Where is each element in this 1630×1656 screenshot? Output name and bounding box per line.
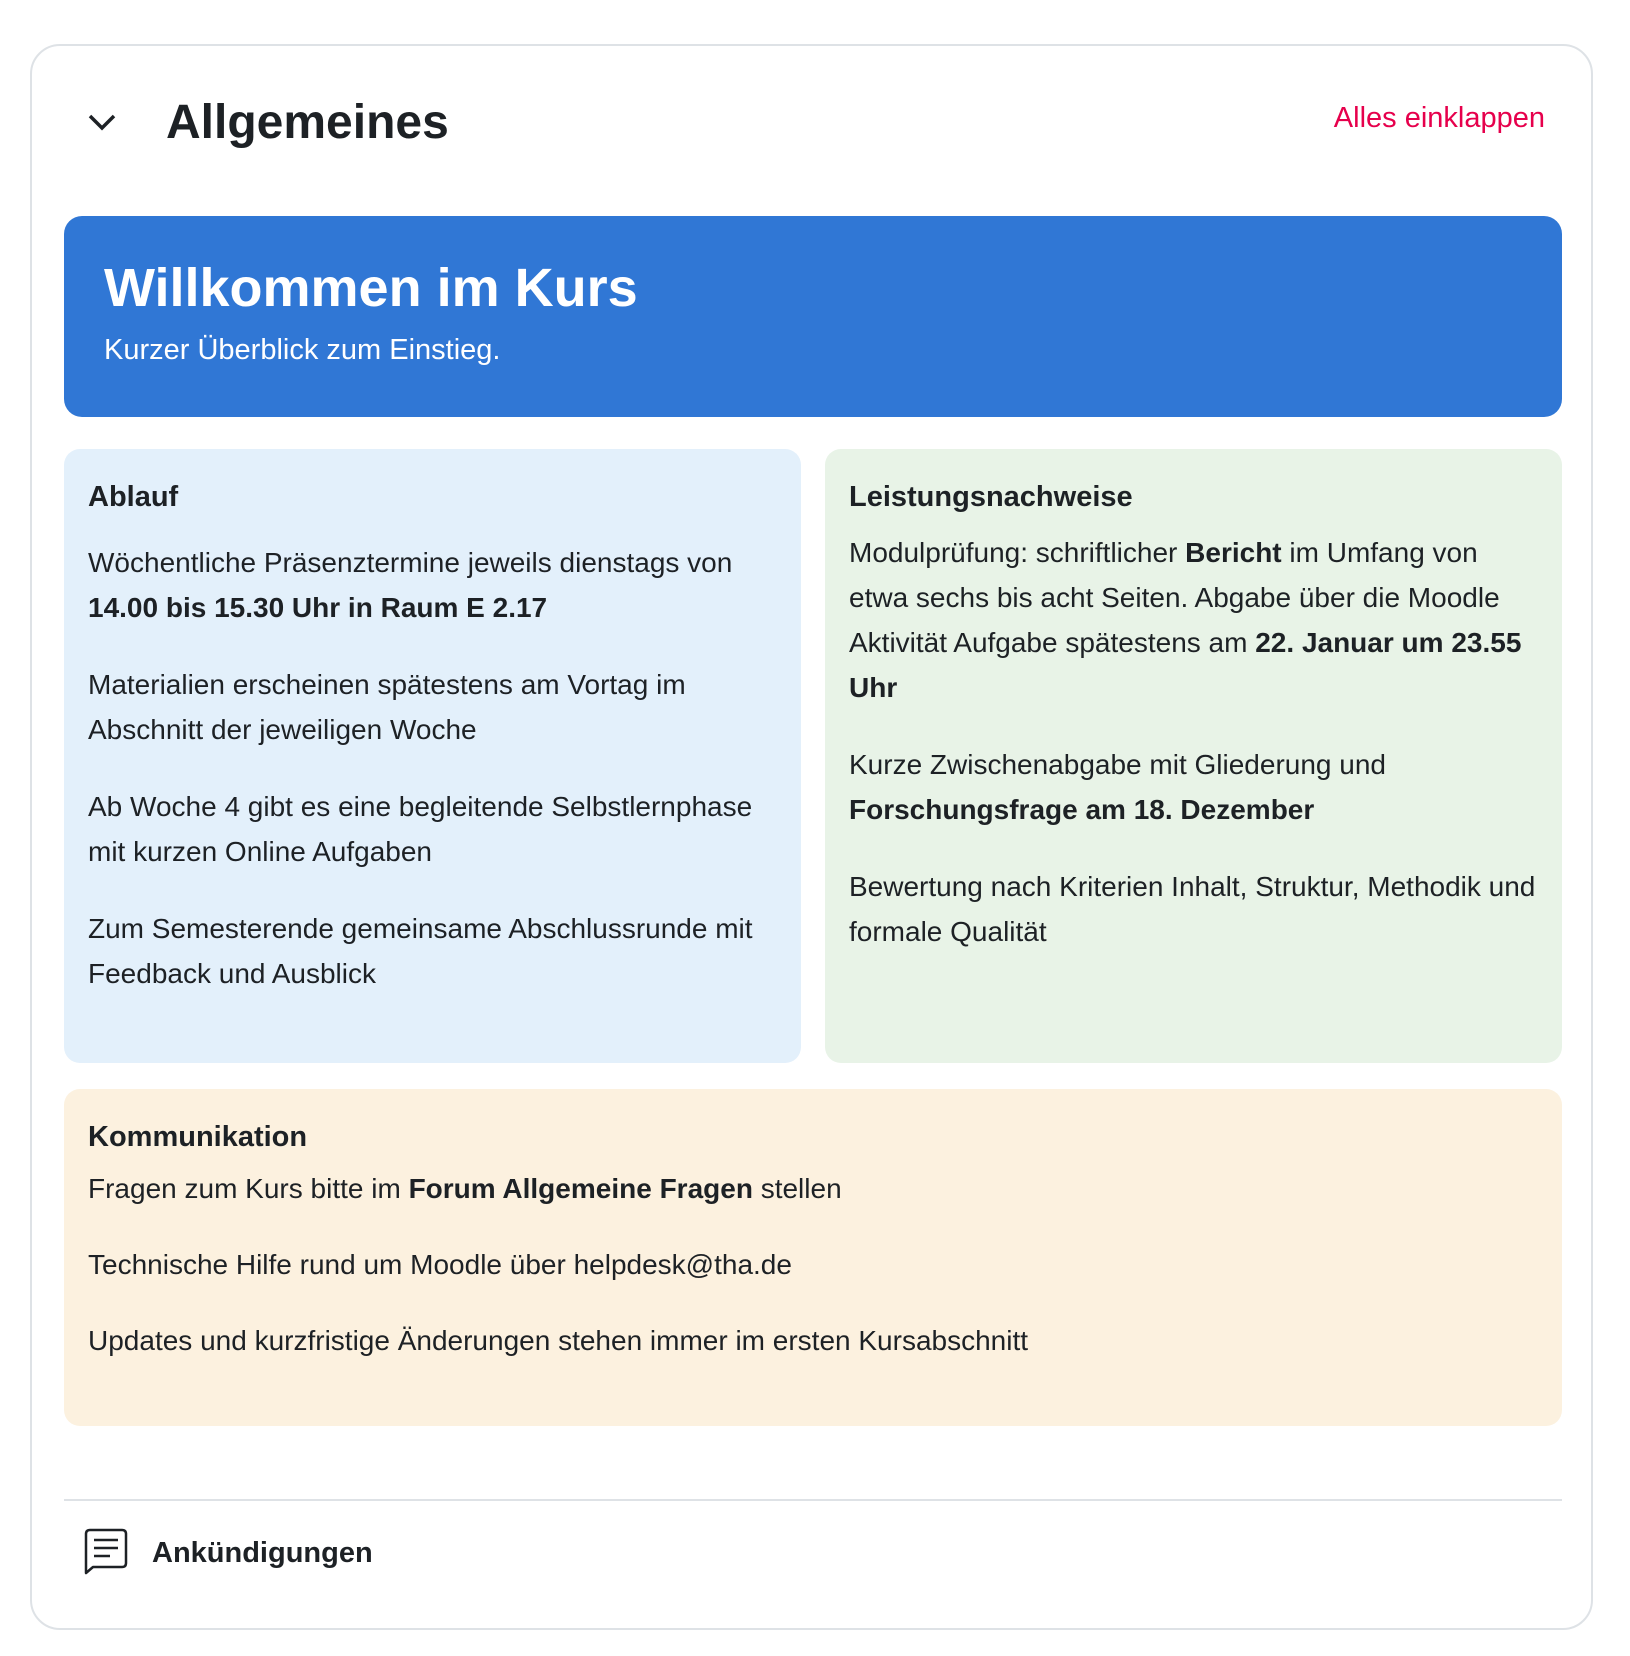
ablauf-item: Ab Woche 4 gibt es eine begleitende Selbstlernphase mit kurzen Online Aufgaben: [88, 791, 753, 867]
section-card: [30, 44, 1593, 1630]
forum-icon: [82, 1528, 130, 1578]
leistung-item: Kurze Zwischenabgabe mit Gliederung und Forschungsfrage am 18. Dezember: [849, 749, 1386, 825]
activity-label: Ankündigungen: [152, 1536, 373, 1569]
leistung-item: Modulprüfung: schriftlicher Bericht im Umfang von etwa sechs bis acht Seiten. Abgabe über die Moodle Aktivität Aufgabe spätestens am 22. Januar um 23.55 Uhr: [849, 537, 1522, 703]
kommunikation-box: [64, 1089, 1562, 1426]
section-title: Allgemeines: [166, 96, 449, 149]
activity-announcements[interactable]: [82, 1528, 373, 1578]
leistung-item: Bewertung nach Kriterien Inhalt, Struktur, Methodik und formale Qualität: [849, 871, 1536, 947]
ablauf-title: Ablauf: [88, 481, 179, 513]
leistung-box: [825, 449, 1562, 1063]
collapse-all-link[interactable]: Alles einklappen: [1333, 102, 1545, 134]
ablauf-box: [64, 449, 801, 1063]
banner-subtitle: Kurzer Überblick zum Einstieg.: [104, 334, 501, 366]
banner-title: Willkommen im Kurs: [104, 258, 638, 318]
kommunikation-item: Technische Hilfe rund um Moodle über helpdesk@tha.de: [88, 1249, 792, 1280]
welcome-banner: [64, 216, 1562, 417]
kommunikation-item: Updates und kurzfristige Änderungen stehen immer im ersten Kursabschnitt: [88, 1325, 1029, 1356]
kommunikation-item: Fragen zum Kurs bitte im Forum Allgemeine Fragen stellen: [88, 1173, 842, 1204]
divider: [64, 1499, 1562, 1501]
chevron-down-icon[interactable]: [82, 102, 122, 142]
leistung-title: Leistungsnachweise: [849, 481, 1133, 513]
ablauf-item: Wöchentliche Präsenztermine jeweils dienstags von 14.00 bis 15.30 Uhr in Raum E 2.17: [88, 547, 733, 623]
ablauf-item: Materialien erscheinen spätestens am Vortag im Abschnitt der jeweiligen Woche: [88, 669, 686, 745]
kommunikation-title: Kommunikation: [88, 1121, 308, 1153]
ablauf-item: Zum Semesterende gemeinsame Abschlussrunde mit Feedback und Ausblick: [88, 913, 753, 989]
